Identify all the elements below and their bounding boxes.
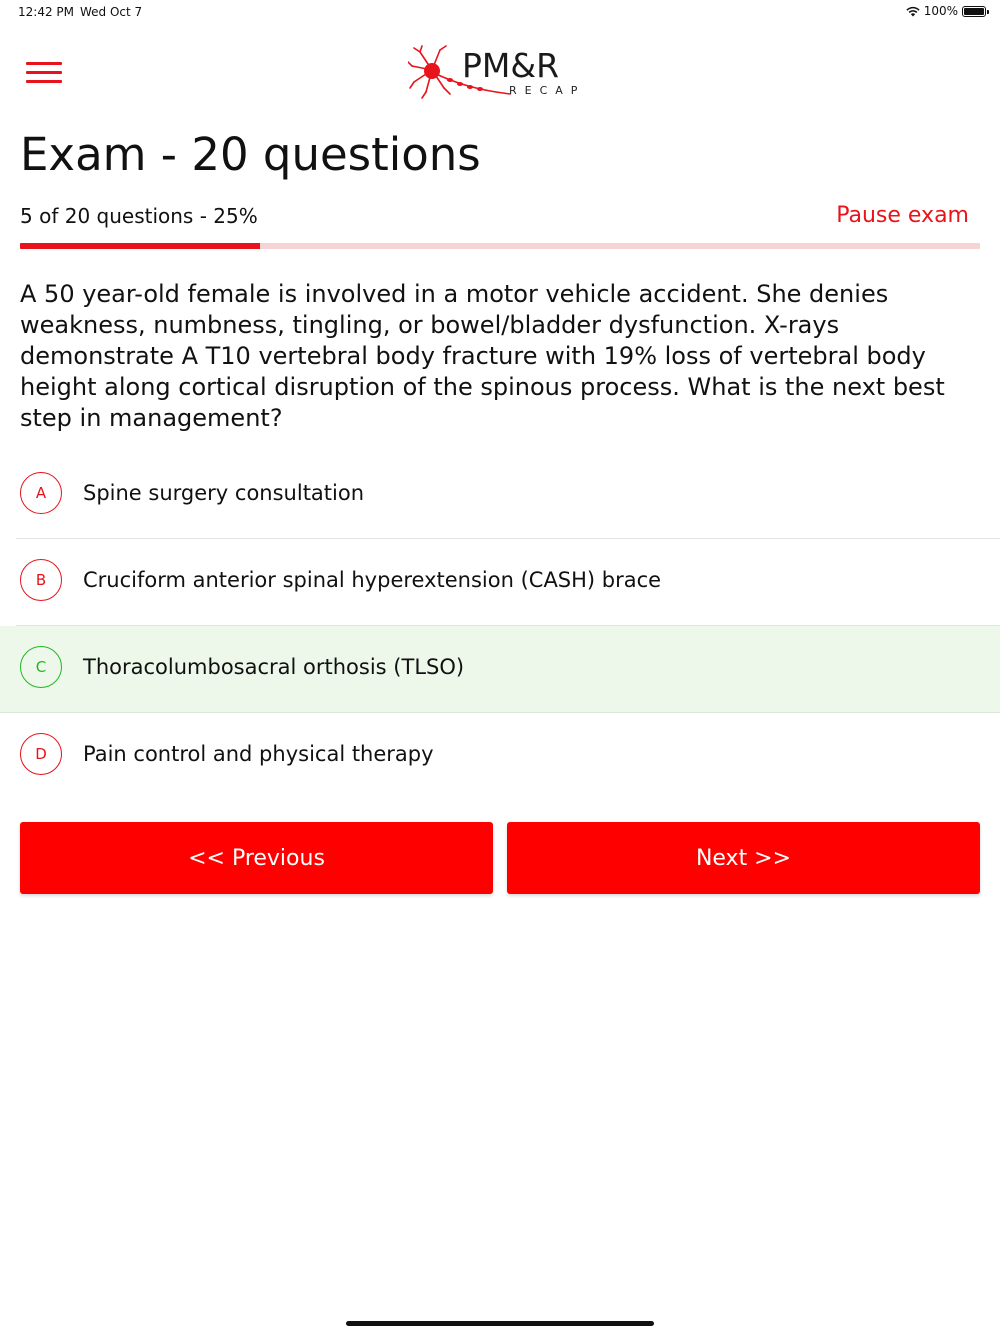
- question-text: A 50 year-old female is involved in a motor vehicle accident. She denies weakness, numbness, tingling, or bowel/bladder dysfunction. X-rays demonstrate A T10 vertebral body fracture with 19% loss of vertebral body height along cortical disruption of the spinous process. What is the next best step in management?: [20, 280, 945, 432]
- answer-letter-badge: A: [20, 472, 62, 514]
- answer-letter-badge: C: [20, 646, 62, 688]
- answer-option-a[interactable]: [0, 452, 1000, 539]
- logo-subtitle: RECAP: [509, 84, 586, 97]
- app-logo: [408, 44, 598, 100]
- logo-title: PM&R: [462, 46, 560, 85]
- answer-letter-badge: B: [20, 559, 62, 601]
- next-button[interactable]: Next >>: [507, 822, 980, 894]
- status-bar: [0, 0, 1000, 24]
- battery-percentage: 100%: [923, 4, 958, 18]
- answer-option-b[interactable]: [0, 539, 1000, 626]
- status-indicators: [906, 4, 986, 18]
- pause-exam-button[interactable]: Pause exam: [836, 203, 969, 228]
- answer-label: Spine surgery consultation: [83, 481, 365, 505]
- progress-text: 5 of 20 questions - 25%: [20, 204, 258, 228]
- page-title: Exam - 20 questions: [20, 128, 481, 181]
- progress-bar: [20, 243, 980, 249]
- answer-letter-badge: D: [20, 733, 62, 775]
- answer-option-d[interactable]: [0, 713, 1000, 800]
- battery-icon: [962, 6, 986, 17]
- previous-button[interactable]: << Previous: [20, 822, 493, 894]
- status-time: 12:42 PM: [18, 5, 74, 19]
- hamburger-menu-icon[interactable]: [26, 60, 62, 84]
- answer-label: Thoracolumbosacral orthosis (TLSO): [83, 655, 465, 679]
- answer-label: Pain control and physical therapy: [83, 742, 434, 766]
- answer-option-c[interactable]: [0, 626, 1000, 713]
- status-date: Wed Oct 7: [80, 5, 143, 19]
- answer-list: [0, 452, 1000, 800]
- home-indicator[interactable]: [346, 1321, 654, 1326]
- answer-label: Cruciform anterior spinal hyperextension (CASH) brace: [83, 568, 662, 592]
- wifi-icon: [906, 6, 920, 17]
- progress-bar-fill: [20, 243, 260, 249]
